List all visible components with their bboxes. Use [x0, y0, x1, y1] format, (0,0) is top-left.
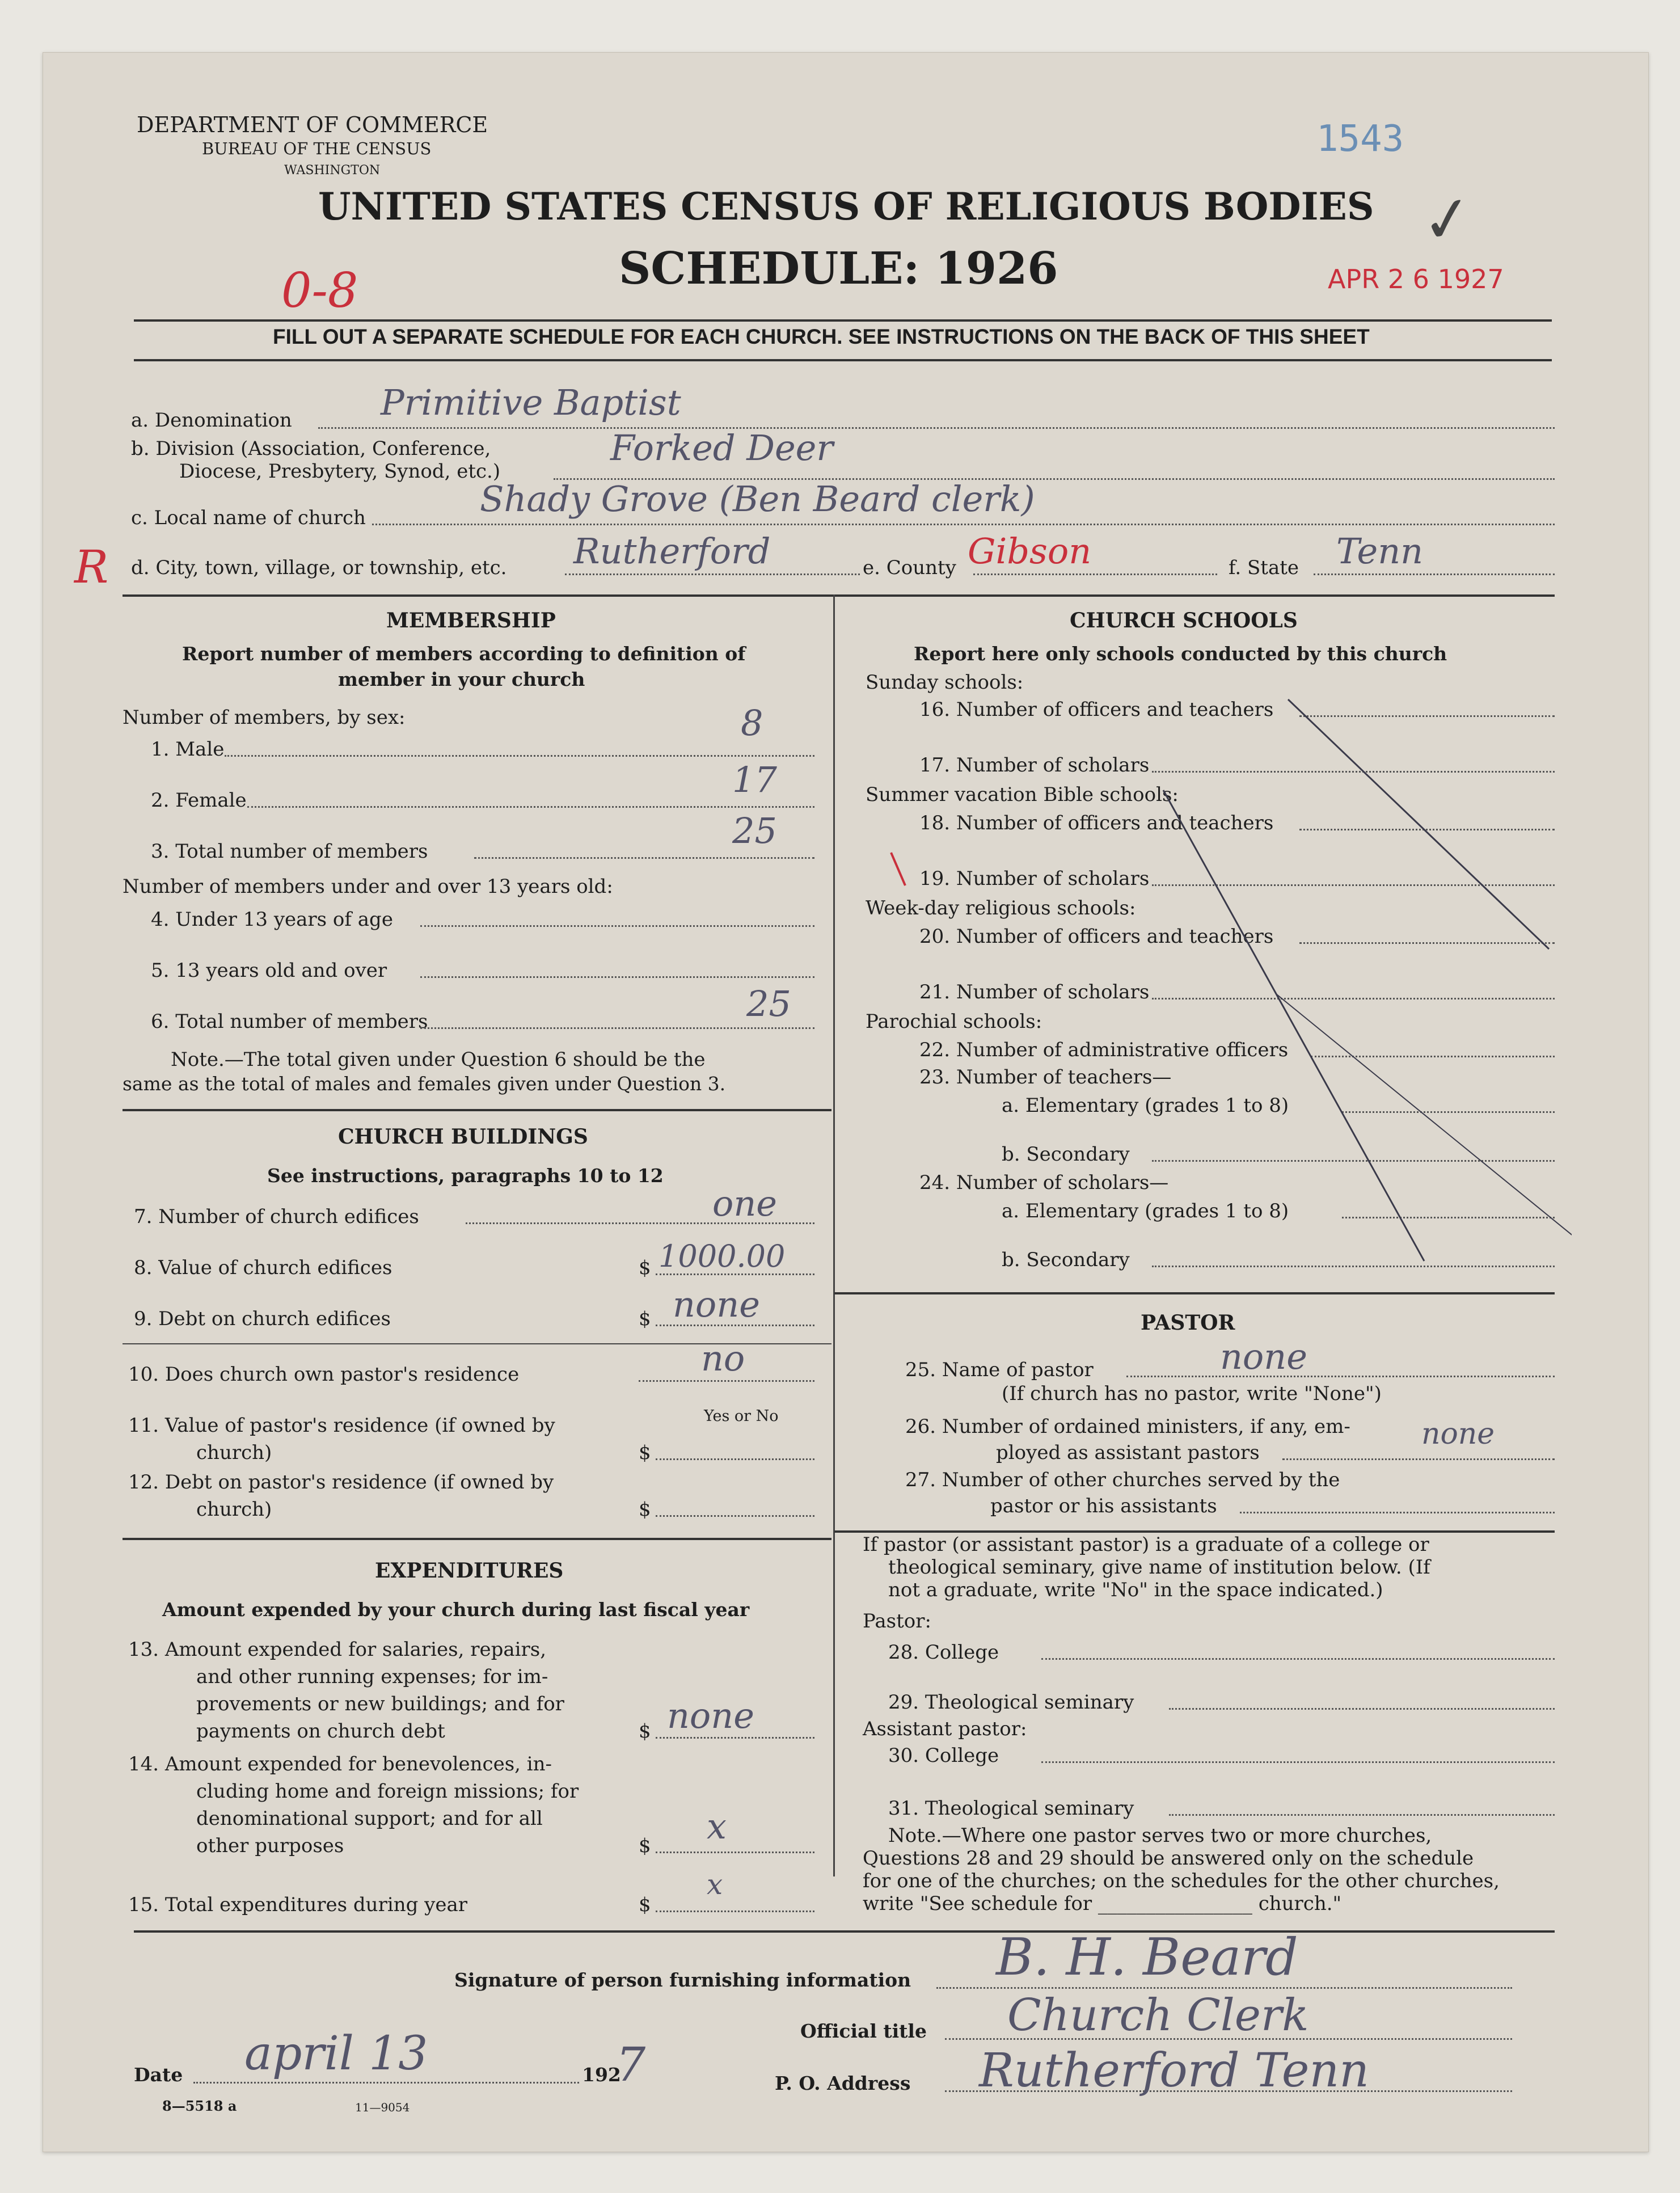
q14-label-c: denominational support; and for all [196, 1807, 543, 1830]
weekday-schools-label: Week-day religious schools: [866, 897, 1136, 920]
grad-note-3: not a graduate, write "No" in the space indicated.) [888, 1579, 1383, 1601]
q4-label: 4. Under 13 years of age [151, 908, 393, 931]
q2-value[interactable]: 17 [732, 759, 777, 800]
q10-label: 10. Does church own pastor's residence [128, 1363, 520, 1386]
q15-label: 15. Total expenditures during year [128, 1893, 468, 1916]
q27-label-b: pastor or his assistants [990, 1495, 1217, 1517]
pastor-heading: PASTOR [1141, 1311, 1235, 1335]
q11-label-b: church) [196, 1441, 272, 1464]
yes-no-hint: Yes or No [704, 1407, 779, 1425]
pastor-grad-label: Pastor: [863, 1610, 931, 1633]
q21-label: 21. Number of scholars [919, 981, 1150, 1003]
q28-label: 28. College [888, 1641, 999, 1664]
age-heading: Number of members under and over 13 years old: [123, 875, 613, 898]
parochial-schools-label: Parochial schools: [866, 1010, 1042, 1033]
q16-label: 16. Number of officers and teachers [919, 698, 1274, 721]
denomination-label: a. Denomination [131, 409, 292, 432]
q24a-label: a. Elementary (grades 1 to 8) [1002, 1200, 1289, 1222]
q29-label: 29. Theological seminary [888, 1691, 1134, 1714]
q23a-label: a. Elementary (grades 1 to 8) [1002, 1094, 1289, 1117]
city-label: WASHINGTON [284, 163, 381, 178]
pastor-note-1: Note.—Where one pastor serves two or more churches, [888, 1824, 1432, 1847]
q13-label-d: payments on church debt [196, 1720, 445, 1743]
pastor-note-4: write "See schedule for ________________ church." [863, 1892, 1342, 1915]
q2-label: 2. Female [151, 789, 247, 812]
county-value[interactable]: Gibson [968, 530, 1092, 572]
q8-label: 8. Value of church edifices [134, 1256, 392, 1279]
pastor-note-3: for one of the churches; on the schedules for the other churches, [863, 1870, 1500, 1892]
buildings-heading: CHURCH BUILDINGS [338, 1125, 588, 1149]
bureau-label: BUREAU OF THE CENSUS [202, 139, 432, 158]
q23-label: 23. Number of teachers— [919, 1066, 1172, 1089]
q9-value[interactable]: none [673, 1284, 760, 1325]
q20-label: 20. Number of officers and teachers [919, 925, 1274, 948]
q6-label: 6. Total number of members [151, 1010, 428, 1033]
q11-label-a: 11. Value of pastor's residence (if owned by [128, 1414, 555, 1437]
expenditures-heading: EXPENDITURES [375, 1559, 564, 1583]
q3-label: 3. Total number of members [151, 840, 428, 863]
schedule-year: SCHEDULE: 1926 [619, 243, 1058, 294]
form-number: 8—5518 a [162, 2098, 237, 2114]
q24-label: 24. Number of scholars— [919, 1171, 1169, 1194]
county-label: e. County [863, 556, 956, 579]
state-value[interactable]: Tenn [1336, 530, 1424, 572]
dept-label: DEPARTMENT OF COMMERCE [137, 112, 488, 137]
division-label: b. Division (Association, Conference, [131, 437, 491, 460]
q11-dollar: $ [639, 1441, 651, 1464]
q1-value[interactable]: 8 [741, 702, 763, 744]
division-value[interactable]: Forked Deer [610, 427, 833, 469]
received-date-stamp: APR 2 6 1927 [1328, 264, 1504, 294]
year-prefix: 192 [582, 2064, 621, 2086]
signature-value[interactable]: B. H. Beard [996, 1928, 1298, 1987]
q14-label-b: cluding home and foreign missions; for [196, 1780, 579, 1803]
buildings-sub: See instructions, paragraphs 10 to 12 [267, 1165, 664, 1187]
q15-value[interactable]: x [707, 1868, 723, 1901]
q13-label-c: provements or new buildings; and for [196, 1693, 564, 1715]
q26-label-b: ployed as assistant pastors [996, 1441, 1260, 1464]
q14-value[interactable]: x [707, 1806, 727, 1847]
print-number: 11—9054 [355, 2101, 410, 2114]
q13-label-a: 13. Amount expended for salaries, repairs, [128, 1638, 547, 1661]
signature-label: Signature of person furnishing information [454, 1969, 911, 1991]
q12-label-a: 12. Debt on pastor's residence (if owned by [128, 1471, 554, 1494]
q12-dollar: $ [639, 1498, 651, 1521]
q7-label: 7. Number of church edifices [134, 1205, 419, 1228]
q24b-label: b. Secondary [1002, 1249, 1130, 1271]
summer-schools-label: Summer vacation Bible schools: [866, 783, 1179, 806]
expenditures-sub: Amount expended by your church during last fiscal year [162, 1599, 750, 1621]
q7-value[interactable]: one [712, 1183, 777, 1224]
grad-note-1: If pastor (or assistant pastor) is a graduate of a college or [863, 1533, 1429, 1556]
schools-sub: Report here only schools conducted by this church [914, 643, 1447, 665]
q6-value[interactable]: 25 [746, 983, 791, 1024]
schools-heading: CHURCH SCHOOLS [1070, 609, 1298, 632]
stamp-number: 1543 [1316, 118, 1404, 160]
q8-value[interactable]: 1000.00 [659, 1238, 786, 1274]
city-correction-mark: R [74, 541, 109, 593]
check-mark: ✓ [1416, 180, 1479, 259]
q14-dollar: $ [639, 1834, 651, 1857]
division-label-2: Diocese, Presbytery, Synod, etc.) [179, 460, 501, 483]
year-value[interactable]: 7 [616, 2038, 646, 2092]
code-mark: 0-8 [281, 263, 358, 318]
q13-label-b: and other running expenses; for im- [196, 1665, 548, 1688]
date-value[interactable]: april 13 [244, 2027, 428, 2081]
q25-note: (If church has no pastor, write "None") [1002, 1382, 1382, 1405]
census-schedule-sheet [43, 52, 1649, 2152]
instruction-line: FILL OUT A SEPARATE SCHEDULE FOR EACH CHURCH. SEE INSTRUCTIONS ON THE BACK OF THIS SHEET [273, 325, 1370, 348]
denomination-value[interactable]: Primitive Baptist [381, 382, 681, 423]
members-by-sex: Number of members, by sex: [123, 706, 406, 729]
q5-label: 5. 13 years old and over [151, 959, 387, 982]
q31-label: 31. Theological seminary [888, 1797, 1134, 1820]
q8-dollar: $ [639, 1256, 651, 1279]
q17-label: 17. Number of scholars [919, 754, 1150, 777]
q23b-label: b. Secondary [1002, 1143, 1130, 1166]
church-name-label: c. Local name of church [131, 507, 366, 529]
city-value[interactable]: Rutherford [573, 530, 771, 572]
q25-label: 25. Name of pastor [905, 1359, 1094, 1381]
grad-note-2: theological seminary, give name of institution below. (If [888, 1556, 1430, 1579]
schools-crossout-marks [834, 677, 1572, 1329]
q25-value[interactable]: none [1220, 1336, 1307, 1377]
q9-label: 9. Debt on church edifices [134, 1308, 391, 1330]
q14-label-d: other purposes [196, 1834, 344, 1857]
membership-sub-2: member in your church [338, 668, 585, 690]
official-title-value[interactable]: Church Clerk [1007, 1990, 1309, 2041]
q10-value[interactable]: no [701, 1338, 745, 1379]
q3-value[interactable]: 25 [732, 810, 777, 851]
q27-label-a: 27. Number of other churches served by the [905, 1469, 1340, 1491]
q18-label: 18. Number of officers and teachers [919, 812, 1274, 834]
q13-value[interactable]: none [667, 1695, 754, 1736]
po-address-value[interactable]: Rutherford Tenn [979, 2044, 1369, 2098]
q14-label-a: 14. Amount expended for benevolences, in- [128, 1753, 552, 1776]
q22-label: 22. Number of administrative officers [919, 1039, 1289, 1061]
q19-label: 19. Number of scholars [919, 867, 1150, 890]
q30-label: 30. College [888, 1744, 999, 1767]
date-label: Date [134, 2064, 183, 2086]
state-label: f. State [1229, 556, 1299, 579]
form-title: UNITED STATES CENSUS OF RELIGIOUS BODIES [318, 184, 1374, 229]
membership-heading: MEMBERSHIP [386, 609, 556, 632]
church-name-value[interactable]: Shady Grove (Ben Beard clerk) [480, 478, 1035, 520]
q15-dollar: $ [639, 1893, 651, 1916]
q26-label-a: 26. Number of ordained ministers, if any, em- [905, 1415, 1350, 1438]
city-label-field: d. City, town, village, or township, etc. [131, 556, 507, 579]
q26-value[interactable]: none [1421, 1417, 1495, 1451]
assistant-grad-label: Assistant pastor: [863, 1718, 1027, 1740]
q9-dollar: $ [639, 1308, 651, 1330]
pastor-note-2: Questions 28 and 29 should be answered only on the schedule [863, 1847, 1474, 1870]
membership-sub-1: Report number of members according to definition of [182, 643, 746, 665]
sunday-schools-label: Sunday schools: [866, 671, 1024, 694]
q1-label: 1. Male [151, 738, 225, 761]
official-title-label: Official title [800, 2020, 927, 2042]
q13-dollar: $ [639, 1720, 651, 1743]
membership-note-2: same as the total of males and females given under Question 3. [123, 1073, 726, 1095]
q12-label-b: church) [196, 1498, 272, 1521]
membership-note-1: Note.—The total given under Question 6 should be the [171, 1048, 706, 1071]
po-address-label: P. O. Address [775, 2072, 911, 2094]
